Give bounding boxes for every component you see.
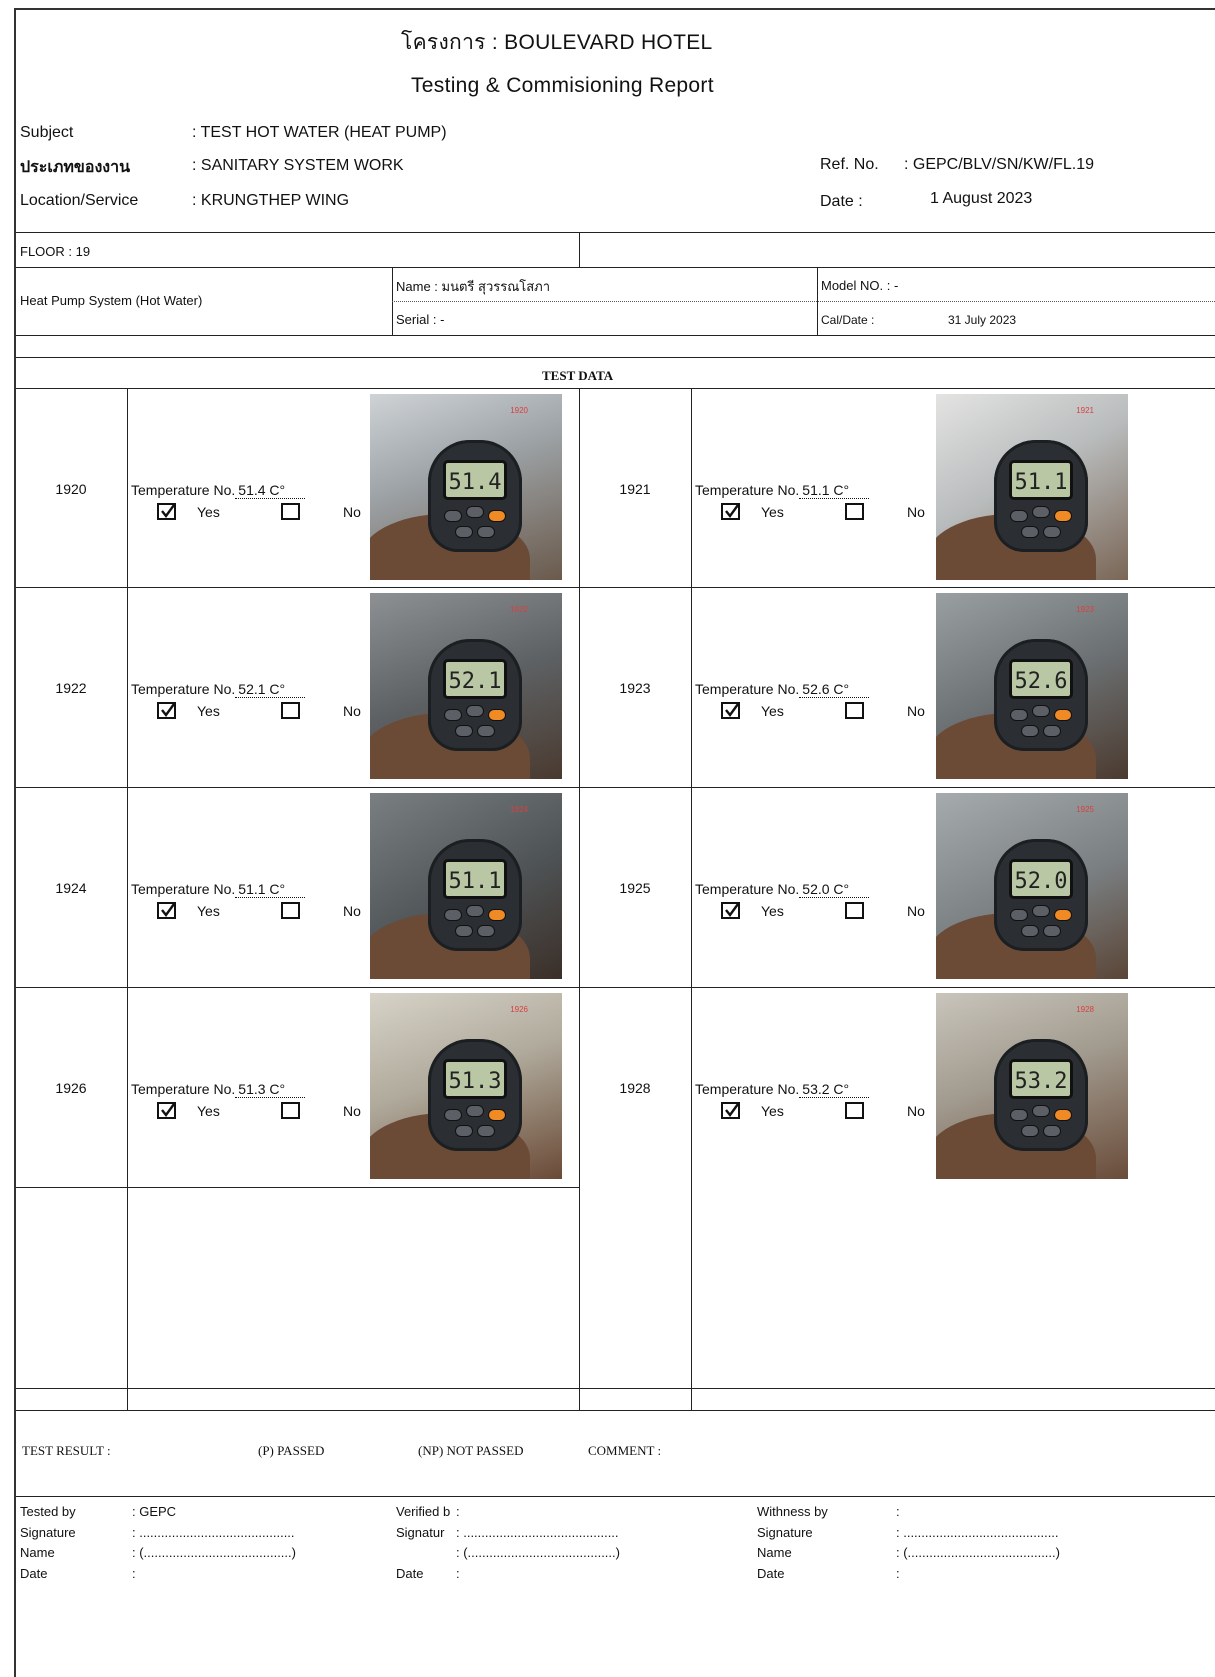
thermometer-button [488, 909, 506, 921]
thermometer-button [1032, 905, 1050, 917]
temperature-line [131, 1081, 305, 1098]
verified-by-colon: : [456, 1504, 460, 1519]
thermometer-button [477, 1125, 495, 1137]
inspector-name: Name : มนตรี สุวรรณโสภา [396, 279, 551, 294]
no-checkbox[interactable] [845, 702, 864, 719]
no-checkbox[interactable] [845, 1102, 864, 1119]
test-data-title: TEST DATA [542, 368, 614, 383]
temperature-label: Temperature No. [695, 681, 800, 697]
temperature-label: Temperature No. [131, 482, 236, 498]
thermometer-device [428, 1039, 522, 1151]
temperature-label: Temperature No. [131, 1081, 236, 1097]
thermometer-button [477, 925, 495, 937]
yes-label: Yes [761, 1103, 784, 1119]
thermometer-button [1054, 909, 1072, 921]
thermometer-button [1010, 1109, 1028, 1121]
thermometer-button [488, 1109, 506, 1121]
location-value: : KRUNGTHEP WING [192, 192, 350, 209]
thermometer-button [477, 526, 495, 538]
yes-checkbox[interactable] [721, 902, 740, 919]
thermometer-button [1043, 925, 1061, 937]
name-label-3: Name [757, 1545, 792, 1560]
yes-checkbox[interactable] [721, 503, 740, 520]
signature-line-2: : ........................................... [456, 1525, 619, 1540]
temperature-line [695, 482, 869, 499]
thermometer-button [488, 510, 506, 522]
thermometer-photo [936, 993, 1128, 1179]
thermometer-device [428, 440, 522, 552]
temperature-value[interactable]: 52.1 C° [235, 681, 305, 698]
thermometer-button [444, 1109, 462, 1121]
no-checkbox[interactable] [281, 1102, 300, 1119]
date-value: 1 August 2023 [930, 190, 1033, 207]
date-label-1: Date [20, 1566, 48, 1581]
thermometer-device [994, 1039, 1088, 1151]
date-label-2: Date [396, 1566, 424, 1581]
yes-label: Yes [197, 504, 220, 520]
no-checkbox[interactable] [845, 902, 864, 919]
date-colon-1: : [132, 1566, 136, 1581]
passed-option: (P) PASSED [258, 1443, 325, 1458]
no-label: No [343, 1103, 361, 1119]
model-no-label: Model NO. : - [821, 278, 899, 293]
photo-room-tag: 1925 [1076, 805, 1094, 814]
temperature-label: Temperature No. [695, 482, 800, 498]
thermometer-button [466, 1105, 484, 1117]
no-label: No [343, 903, 361, 919]
yes-label: Yes [761, 703, 784, 719]
subject-value: : TEST HOT WATER (HEAT PUMP) [192, 124, 447, 141]
withness-by-label: Withness by [757, 1504, 828, 1519]
room-number: 1920 [55, 481, 87, 497]
room-number: 1924 [55, 880, 87, 896]
no-label: No [343, 703, 361, 719]
thermometer-button [1032, 506, 1050, 518]
temperature-label: Temperature No. [131, 681, 236, 697]
photo-room-tag: 1928 [1076, 1005, 1094, 1014]
temperature-line [695, 681, 869, 698]
thermometer-device [428, 639, 522, 751]
thermometer-button [444, 909, 462, 921]
date-colon-3: : [896, 1566, 900, 1581]
temperature-label: Temperature No. [131, 881, 236, 897]
signature-label-3: Signature [757, 1525, 813, 1540]
thermometer-button [455, 925, 473, 937]
thermometer-display: 51.3 [443, 1059, 507, 1099]
withness-by-colon: : [896, 1504, 900, 1519]
thermometer-button [466, 905, 484, 917]
floor-label: FLOOR : 19 [20, 244, 91, 259]
yes-checkbox[interactable] [157, 902, 176, 919]
no-label: No [907, 903, 925, 919]
no-checkbox[interactable] [281, 503, 300, 520]
report-title: Testing & Commisioning Report [411, 74, 714, 97]
worktype-value: : SANITARY SYSTEM WORK [192, 157, 404, 174]
yes-label: Yes [197, 1103, 220, 1119]
signature-label-2: Signatur [396, 1525, 445, 1540]
thermometer-display: 52.0 [1009, 859, 1073, 899]
no-checkbox[interactable] [845, 503, 864, 520]
name-blank-1: : (.........................................) [132, 1545, 296, 1560]
name-blank-2: : (.........................................) [456, 1545, 620, 1560]
thermometer-button [1043, 526, 1061, 538]
name-blank-3: : (.........................................) [896, 1545, 1060, 1560]
yes-checkbox[interactable] [157, 1102, 176, 1119]
project-title: โครงการ : BOULEVARD HOTEL [401, 31, 713, 54]
photo-room-tag: 1921 [1076, 406, 1094, 415]
yes-label: Yes [197, 903, 220, 919]
thermometer-button [1032, 705, 1050, 717]
thermometer-button [444, 709, 462, 721]
thermometer-photo [936, 593, 1128, 779]
no-label: No [907, 1103, 925, 1119]
thermometer-button [1021, 526, 1039, 538]
thermometer-button [455, 725, 473, 737]
ref-no-value: : GEPC/BLV/SN/KW/FL.19 [904, 156, 1094, 173]
location-label: Location/Service [20, 192, 139, 209]
no-checkbox[interactable] [281, 902, 300, 919]
photo-room-tag: 1923 [1076, 605, 1094, 614]
cal-date-value: 31 July 2023 [948, 313, 1017, 327]
verified-by-label: Verified b [396, 1504, 451, 1519]
photo-room-tag: 1926 [510, 1005, 528, 1014]
report-page [14, 8, 1215, 1677]
room-number: 1926 [55, 1080, 87, 1096]
no-label: No [907, 703, 925, 719]
thermometer-button [1043, 1125, 1061, 1137]
temperature-line [695, 1081, 869, 1098]
thermometer-button [1010, 909, 1028, 921]
no-label: No [907, 504, 925, 520]
thermometer-button [477, 725, 495, 737]
temperature-line [131, 681, 305, 698]
thermometer-button [1032, 1105, 1050, 1117]
yes-label: Yes [761, 504, 784, 520]
yes-checkbox[interactable] [157, 702, 176, 719]
thermometer-display: 51.1 [1009, 460, 1073, 500]
thermometer-button [455, 526, 473, 538]
thermometer-photo [936, 394, 1128, 580]
temperature-label: Temperature No. [695, 881, 800, 897]
temperature-value[interactable]: 51.4 C° [235, 482, 305, 499]
thermometer-device [428, 839, 522, 951]
signature-label-1: Signature [20, 1525, 76, 1540]
yes-checkbox[interactable] [721, 1102, 740, 1119]
date-label-3: Date [757, 1566, 785, 1581]
temperature-value[interactable]: 53.2 C° [799, 1081, 869, 1098]
thermometer-display: 52.6 [1009, 659, 1073, 699]
thermometer-button [455, 1125, 473, 1137]
temperature-value[interactable]: 52.6 C° [799, 681, 869, 698]
tested-by-label: Tested by [20, 1504, 76, 1519]
temperature-value[interactable]: 51.3 C° [235, 1081, 305, 1098]
temperature-value[interactable]: 51.1 C° [235, 881, 305, 898]
room-number: 1922 [55, 680, 87, 696]
cal-date-label: Cal/Date : [821, 313, 875, 327]
date-colon-2: : [456, 1566, 460, 1581]
room-number: 1925 [619, 880, 651, 896]
tested-by-value: : GEPC [132, 1504, 177, 1519]
thermometer-button [444, 510, 462, 522]
thermometer-button [1054, 1109, 1072, 1121]
thermometer-button [1021, 925, 1039, 937]
no-label: No [343, 504, 361, 520]
thermometer-button [1010, 709, 1028, 721]
comment-label: COMMENT : [588, 1443, 662, 1458]
temperature-value[interactable]: 52.0 C° [799, 881, 869, 898]
thermometer-photo [370, 394, 562, 580]
name-label-1: Name [20, 1545, 55, 1560]
thermometer-photo [370, 793, 562, 979]
signature-line-3: : ........................................... [896, 1525, 1059, 1540]
thermometer-photo [370, 593, 562, 779]
system-label: Heat Pump System (Hot Water) [20, 293, 203, 308]
yes-label: Yes [761, 903, 784, 919]
yes-checkbox[interactable] [157, 503, 176, 520]
thermometer-button [1010, 510, 1028, 522]
temperature-label: Temperature No. [695, 1081, 800, 1097]
thermometer-button [1021, 1125, 1039, 1137]
thermometer-display: 53.2 [1009, 1059, 1073, 1099]
thermometer-button [1021, 725, 1039, 737]
thermometer-display: 51.4 [443, 460, 507, 500]
thermometer-button [488, 709, 506, 721]
room-number: 1921 [619, 481, 651, 497]
worktype-label: ประเภทของงาน [20, 159, 130, 176]
photo-room-tag: 1922 [510, 605, 528, 614]
photo-room-tag: 1920 [510, 406, 528, 415]
photo-room-tag: 1924 [510, 805, 528, 814]
thermometer-display: 51.1 [443, 859, 507, 899]
not-passed-option: (NP) NOT PASSED [418, 1443, 524, 1458]
thermometer-button [466, 506, 484, 518]
room-number: 1928 [619, 1080, 651, 1096]
thermometer-device [994, 639, 1088, 751]
temperature-line [695, 881, 869, 898]
thermometer-photo [936, 793, 1128, 979]
thermometer-button [466, 705, 484, 717]
yes-checkbox[interactable] [721, 702, 740, 719]
thermometer-device [994, 440, 1088, 552]
thermometer-device [994, 839, 1088, 951]
thermometer-photo [370, 993, 562, 1179]
temperature-line [131, 482, 305, 499]
thermometer-button [1043, 725, 1061, 737]
yes-label: Yes [197, 703, 220, 719]
thermometer-display: 52.1 [443, 659, 507, 699]
room-number: 1923 [619, 680, 651, 696]
thermometer-button [1054, 510, 1072, 522]
temperature-value[interactable]: 51.1 C° [799, 482, 869, 499]
signature-line-1: : ........................................... [132, 1525, 295, 1540]
test-result-label: TEST RESULT : [22, 1443, 111, 1458]
temperature-line [131, 881, 305, 898]
ref-no-label: Ref. No. [820, 156, 879, 173]
no-checkbox[interactable] [281, 702, 300, 719]
serial-label: Serial : - [396, 312, 445, 327]
thermometer-button [1054, 709, 1072, 721]
date-label: Date : [820, 193, 863, 210]
subject-label: Subject [20, 124, 74, 141]
